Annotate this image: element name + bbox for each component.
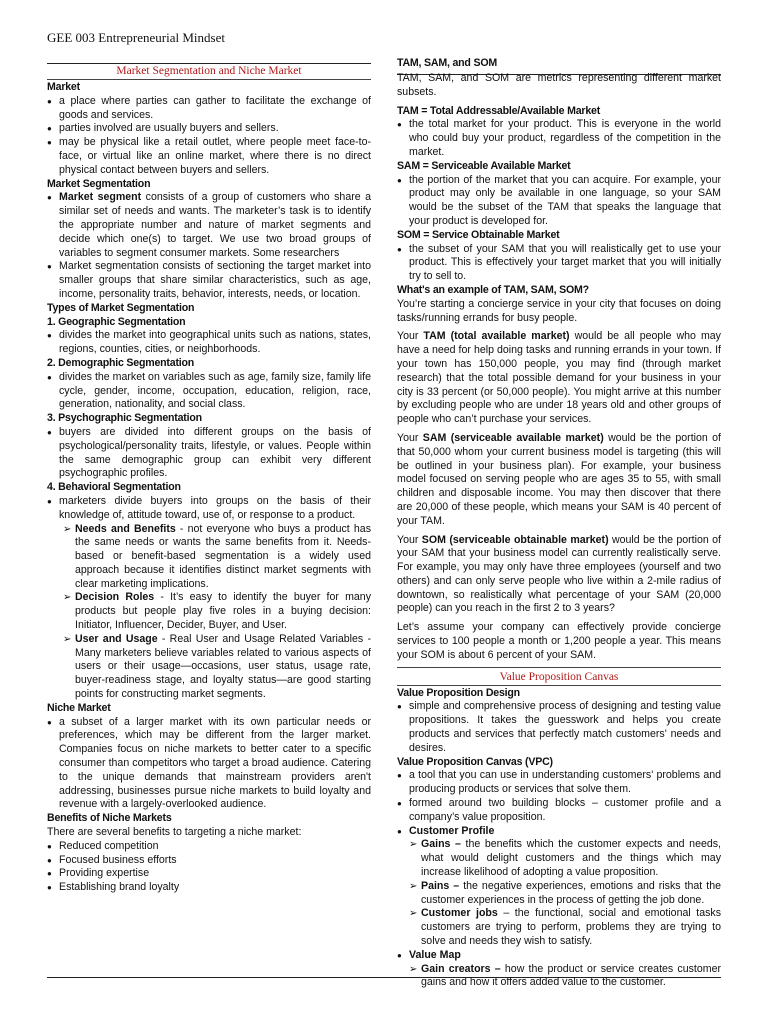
beh-list xyxy=(47,495,371,523)
list-item: ● simple and comprehensive process of designing and testing value propositions. It takes the guesswork and helps you create products and services that perfectly match customers' needs and desires. xyxy=(397,700,721,755)
niche-list xyxy=(47,716,371,813)
list-item: ● Market segmentation consists of sectioning the target market into smaller groups that share similar characteristics, such as age, income, personality traits, behavior, interests, needs, or location. xyxy=(47,260,371,301)
list-item-text: - Real User and Usage Related Variables - Many marketers believe variables related to various aspects of users or their usage—occasions, user status, usage rate, buyer-readiness stage, and loyalty status—are good starting points for constructing market segments. xyxy=(75,632,371,701)
list-item-text: the negative experiences, emotions and risks that the customer experiences in the process of getting the job done. xyxy=(421,879,721,906)
list-item: ● Providing expertise xyxy=(47,867,371,881)
list-item: ● Focused business efforts xyxy=(47,854,371,868)
list-item: ● the portion of the market that you can acquire. For example, your product may only be available in one language, so your SAM would be the subset of the TAM that speaks the language that your product is developed for. xyxy=(397,174,721,229)
heading-som: SOM = Service Obtainable Market xyxy=(397,228,560,241)
heading-sam: SAM = Serviceable Available Market xyxy=(397,159,571,172)
list-item xyxy=(63,633,371,702)
list-item: ● divides the market into geographical units such as nations, states, regions, counties, cities, or neighborhoods. xyxy=(47,329,371,357)
heading-psychographic: 3. Psychographic Segmentation xyxy=(47,412,202,425)
list-item: ● Reduced competition xyxy=(47,840,371,854)
value-map-sublist xyxy=(409,963,721,991)
term: Customer Profile xyxy=(409,824,495,837)
list-item: ● marketers divide buyers into groups on the basis of their knowledge of, attitude toward, use of, or response to a product. xyxy=(47,495,371,523)
term: SAM (serviceable available market) xyxy=(422,431,604,444)
term: SOM (serviceable obtainable market) xyxy=(421,533,609,546)
term: Decision Roles xyxy=(75,591,155,604)
list-item: ● formed around two building blocks – customer profile and a company’s value proposition. xyxy=(397,797,721,825)
vpc-list xyxy=(397,769,721,990)
list-item-text: - It’s easy to identify the buyer for many products but people play five roles in a buying decision: Initiator, Influencer, Decider, Buyer, and User. xyxy=(75,591,371,632)
list-item xyxy=(409,907,721,948)
list-item-text: consists of a group of customers who share a similar set of needs and wants. The marketer’s task is to identify the appropriate number and nature of market segments and decide which one(s) to target. We use two broad groups of variables to segment consumer markets. Some researchers xyxy=(59,191,371,259)
list-item-text: the benefits which the customer expects and needs, what would delight customers and the things which may increase likelihood of adopting a value proposition. xyxy=(421,838,721,879)
term: Value Map xyxy=(409,948,461,961)
term: Customer jobs xyxy=(421,907,498,920)
list-item xyxy=(63,523,371,592)
geo-list xyxy=(47,329,371,357)
list-item xyxy=(47,191,371,260)
list-item: ● may be physical like a retail outlet, where people meet face-to-face, or virtual like an online market, where there is no direct physical contact between buyers and sellers. xyxy=(47,136,371,177)
benefits-list xyxy=(47,840,371,895)
term: Needs and Benefits xyxy=(75,522,176,535)
paragraph: You’re starting a concierge service in your city that focuses on doing tasks/running errands for busy people. xyxy=(397,297,721,324)
paragraph xyxy=(397,534,721,617)
heading-benefits: Benefits of Niche Markets xyxy=(47,812,172,825)
heading-types: Types of Market Segmentation xyxy=(47,301,195,314)
market-list xyxy=(47,95,371,178)
heading-tam: TAM = Total Addressable/Available Market xyxy=(397,104,601,117)
paragraph-lead: Your xyxy=(397,431,423,444)
list-item: ● a tool that you can use in understanding customers' problems and producing products or services that solve them. xyxy=(397,769,721,797)
list-item xyxy=(409,880,721,908)
document-header: GEE 003 Entrepreneurial Mindset xyxy=(47,30,225,45)
list-item: ● a subset of a larger market with its own particular needs or preferences, which may be different from the larger market. Companies focus on niche markets to better cater to a specific consumer than competitors who target a broad audience. Catering to the unique demands that mainstream providers aren't addressing, businesses pursue niche markets to build loyalty and revenue with a largely-overlooked audience. xyxy=(47,716,371,813)
term: Market segment xyxy=(59,191,142,204)
list-item xyxy=(397,949,721,990)
heading-tam-sam-som: TAM, SAM, and SOM xyxy=(397,58,497,68)
list-item-text: – the functional, social and emotional tasks customers are trying to perform, problems they are trying to solve and needs they wish to satisfy. xyxy=(421,907,721,948)
heading-demographic: 2. Demographic Segmentation xyxy=(47,356,195,369)
term: User and Usage xyxy=(75,632,158,645)
heading-niche-market: Niche Market xyxy=(47,701,111,714)
term: TAM (total available market) xyxy=(423,330,570,343)
vpd-list xyxy=(397,700,721,755)
term: Pains – xyxy=(421,879,460,892)
term: Gain creators – xyxy=(421,962,501,975)
list-item: ● a place where parties can gather to facilitate the exchange of goods and services. xyxy=(47,95,371,123)
term: Gains – xyxy=(421,838,461,851)
paragraph: Let’s assume your company can effectively provide concierge services to 100 people a month or 1,200 people a year. This means your SOM is about 6 percent of your SAM. xyxy=(397,621,721,661)
heading-vp-design: Value Proposition Design xyxy=(397,686,520,699)
psy-list xyxy=(47,426,371,481)
section-title: Market Segmentation and Niche Market xyxy=(47,64,371,80)
heading-market-segmentation: Market Segmentation xyxy=(47,177,151,190)
tam-list xyxy=(397,118,721,159)
list-item: ● the subset of your SAM that you will realistically get to use your product. This is effectively your target market that you will initially try to sell to. xyxy=(397,243,721,284)
paragraph-text: would be all people who may have a need for help doing tasks and running errands in your town. If your town has 150,000 people, you may find (through market research) that the total possible demand for your business in your city is 33 percent (or 50,000 people). You might arrive at this number by excluding people who are under 18 years old and other groups of people who can’t purchase your services. xyxy=(397,330,721,426)
paragraph-text: would be the portion of your SAM that your business model can currently realistically serve. For example, you may only have three employees (yourself and two others) and can only serve people who live within a 2-mile radius of downtown, so realistically what percentage of your SAM (20,000 people) can you reach in the first 2 to 3 years? xyxy=(397,533,721,615)
paragraph-text: would be the portion of that 50,000 whom your current business model is targeting (this will be outlined in your business plan). For example, your business model focused on serving people who are ages 35 to 55, with small children and disposable income. You may then discover that there are 20,000 of these people, which means your SAM is 40 percent of your TAM. xyxy=(397,431,721,527)
paragraph xyxy=(397,432,721,529)
list-item: ● Establishing brand loyalty xyxy=(47,881,371,895)
list-item: ● buyers are divided into different groups on the basis of psychological/personality traits, lifestyle, or values. People within the same demographic group can exhibit very different psychographic profiles. xyxy=(47,426,371,481)
sam-list xyxy=(397,174,721,229)
paragraph-lead: Your xyxy=(397,533,422,546)
heading-example: What's an example of TAM, SAM, SOM? xyxy=(397,283,589,296)
paragraph xyxy=(397,330,721,427)
list-item xyxy=(409,963,721,991)
heading-market: Market xyxy=(47,81,80,93)
list-item: ● the total market for your product. This is everyone in the world who could buy your product, regardless of the competition in the market. xyxy=(397,118,721,159)
list-item-text: - not everyone who buys a product has the same needs or wants the same benefits from it. Needs-based or benefit-based segmentation is a widely used approach because it identifies distinct market segments with clear marketing implications. xyxy=(75,522,371,590)
list-item: ● divides the market on variables such as age, family size, family life cycle, gender, income, occupation, education, religion, race, generation, nationality, and social class. xyxy=(47,371,371,412)
demo-list xyxy=(47,371,371,412)
paragraph: TAM, SAM, and SOM are metrics representing different market subsets. xyxy=(397,72,721,98)
list-item xyxy=(397,825,721,949)
list-item xyxy=(63,591,371,632)
heading-geographic: 1. Geographic Segmentation xyxy=(47,315,186,328)
list-item xyxy=(409,838,721,879)
section-title-vpc: Value Proposition Canvas xyxy=(397,667,721,686)
benefits-intro: There are several benefits to targeting a niche market: xyxy=(47,826,302,839)
list-item-text: how the product or service creates customer gains and how it offers added value to the customer. xyxy=(421,962,721,989)
left-column xyxy=(47,64,371,895)
customer-profile-sublist xyxy=(409,838,721,948)
behavioral-sublist xyxy=(47,523,371,702)
som-list xyxy=(397,243,721,284)
segmentation-list xyxy=(47,191,371,301)
list-item: ● parties involved are usually buyers and sellers. xyxy=(47,122,371,136)
right-column xyxy=(397,58,721,990)
paragraph-lead: Your xyxy=(397,330,424,343)
heading-behavioral: 4. Behavioral Segmentation xyxy=(47,481,181,494)
heading-vpc: Value Proposition Canvas (VPC) xyxy=(397,755,553,768)
